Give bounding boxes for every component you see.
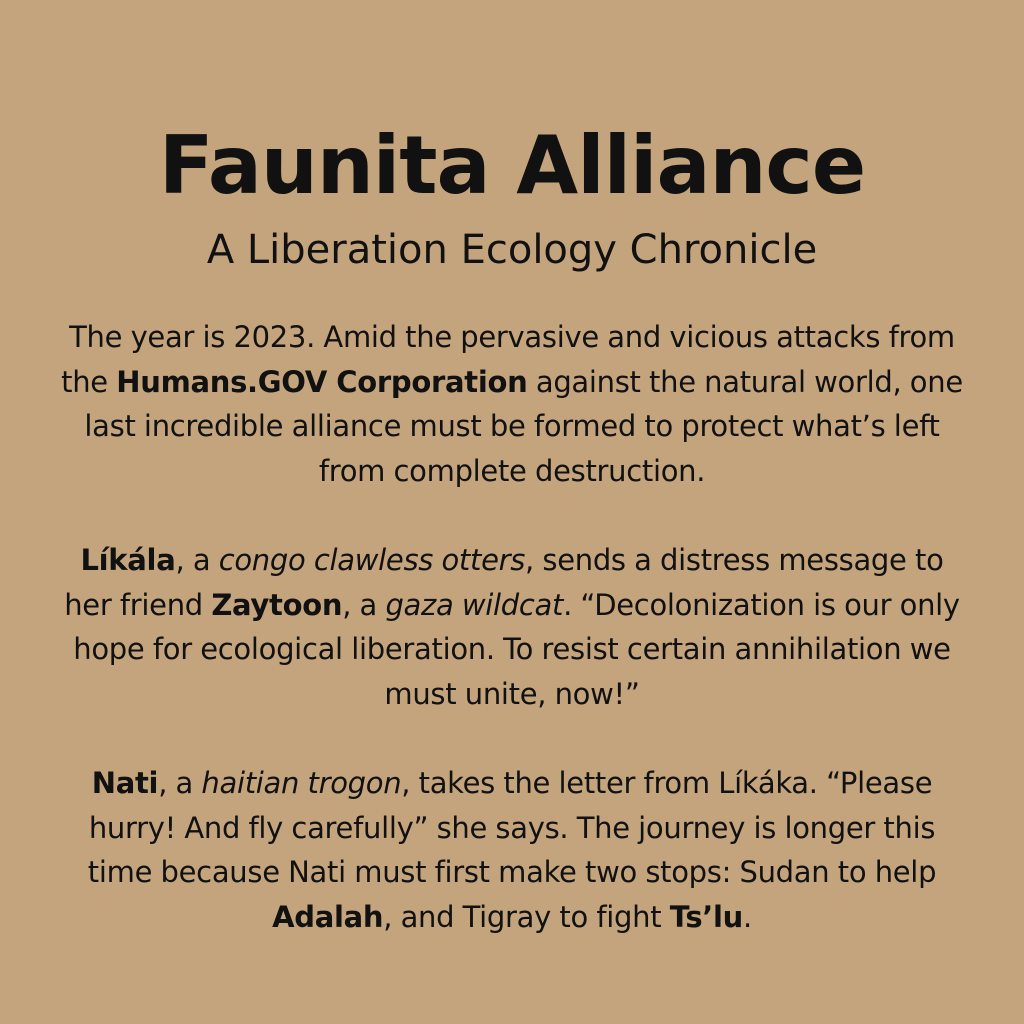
character-likala: Líkála — [80, 543, 176, 577]
corporation-name: Humans.GOV Corporation — [116, 364, 528, 399]
species-wildcat: gaza wildcat — [385, 587, 564, 622]
character-zaytoon: Zaytoon — [211, 587, 343, 622]
species-otter: congo clawless otters — [218, 543, 526, 577]
character-adalah: Adalah — [272, 899, 384, 934]
journey-text-2: , takes the letter from Líkáka. “Please hurry! And fly carefully” she says. The journey is longer this time because Nati must first make two stops: Sudan to help — [87, 766, 937, 889]
distress-text-3: , a — [342, 587, 386, 622]
journey-text-1: , a — [158, 766, 202, 800]
distress-text-4: . “Decolonization is our only hope for ecological liberation. To resist certain annihilation we must unite, now!” — [73, 587, 960, 711]
journey-paragraph — [60, 761, 964, 939]
character-tslu: Ts’lu — [669, 899, 743, 934]
intro-text-1: The year is 2023. Amid the pervasive and vicious attacks from the — [61, 320, 955, 399]
distress-paragraph — [60, 538, 964, 716]
distress-text-1: , a — [175, 543, 219, 577]
journey-text-4: . — [742, 899, 752, 934]
intro-paragraph — [60, 315, 964, 493]
character-nati: Nati — [91, 766, 159, 800]
distress-text-2: , sends a distress message to her friend — [64, 543, 944, 622]
species-trogon: haitian trogon — [201, 766, 402, 800]
page-title: Faunita Alliance — [158, 119, 866, 212]
journey-text-3: , and Tigray to fight — [383, 899, 670, 934]
page-subtitle: A Liberation Ecology Chronicle — [206, 227, 818, 273]
intro-text-2: against the natural world, one last incredible alliance must be formed to protect what’s left from complete destruction. — [84, 364, 963, 488]
